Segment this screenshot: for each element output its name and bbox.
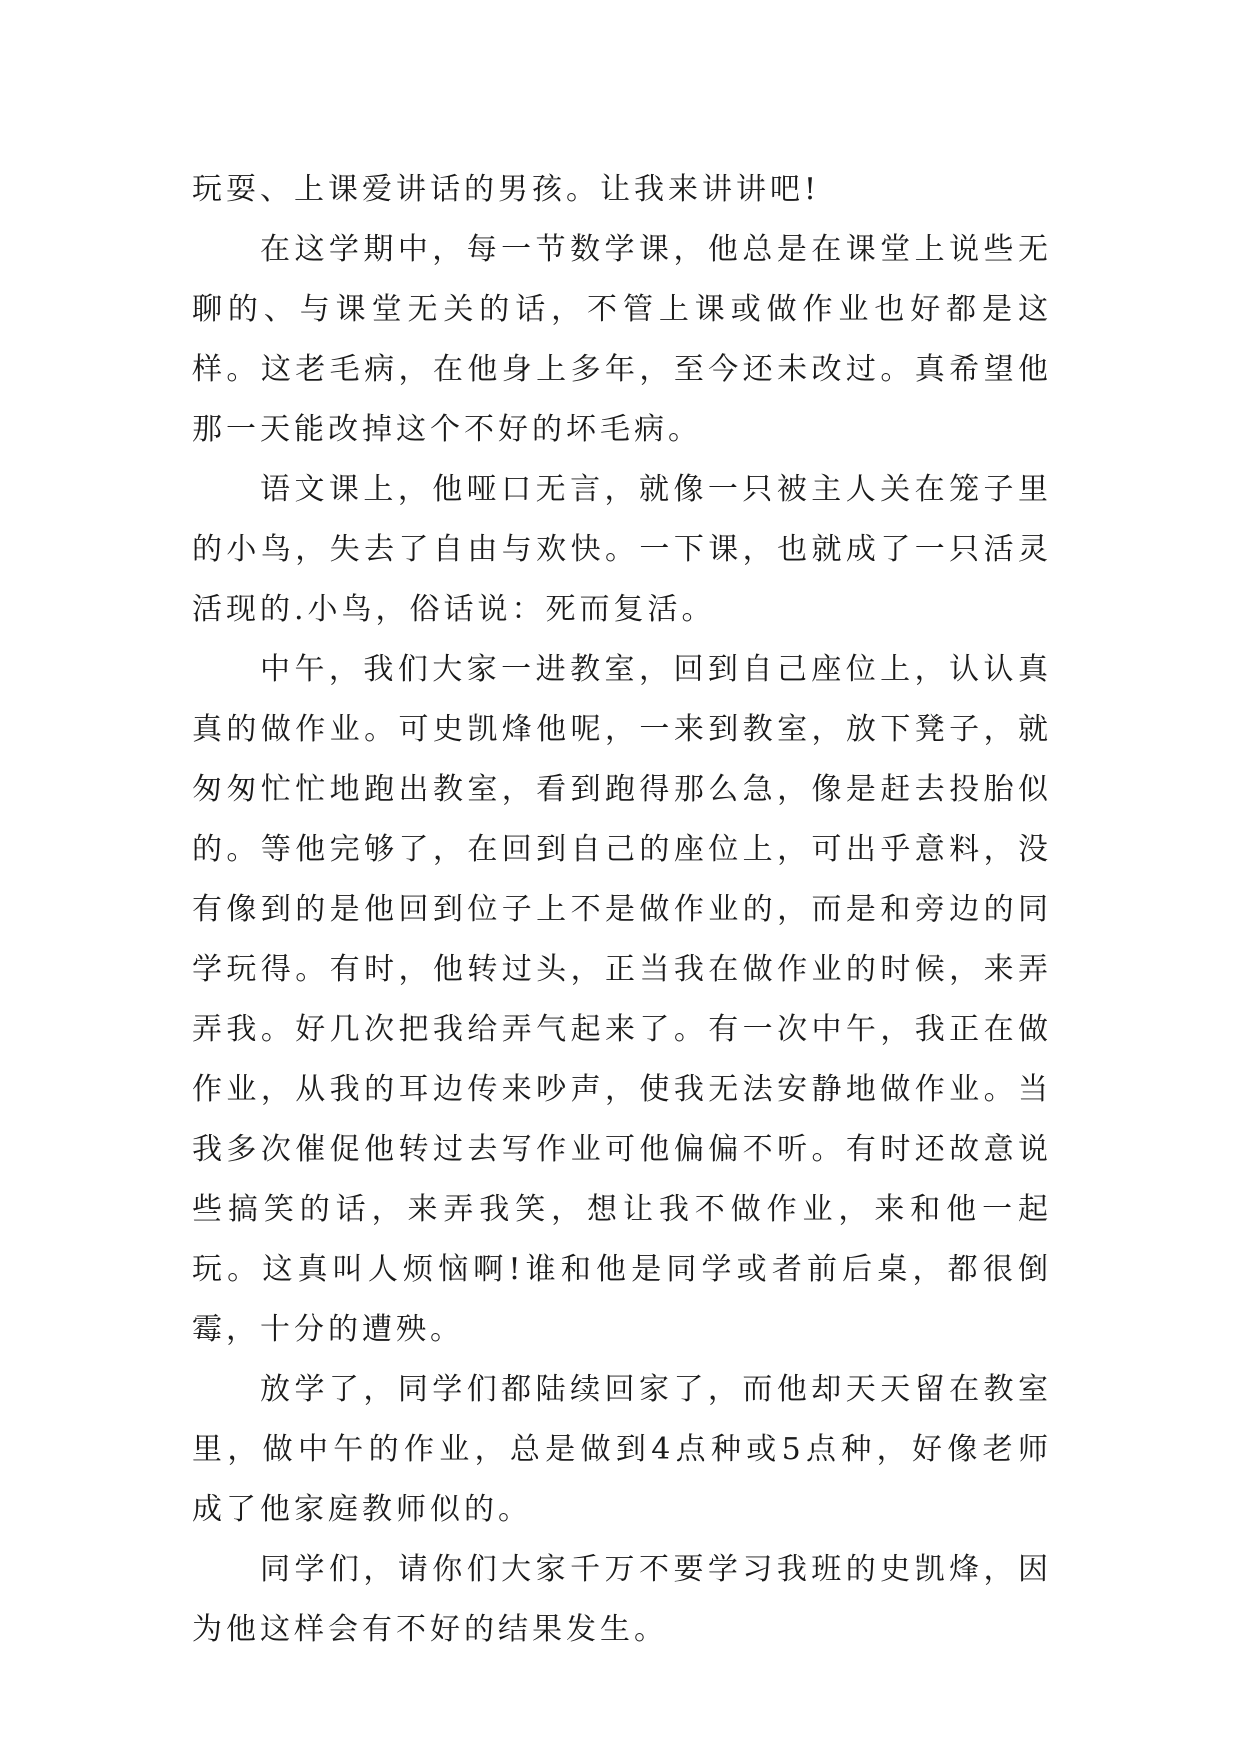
paragraph-continuation: 玩耍、上课爱讲话的男孩。让我来讲讲吧!	[192, 172, 821, 207]
paragraph-chinese-class: 语文课上，他哑口无言，就像一只被主人关在笼子里的小鸟，失去了自由与欢快。一下课，也就成了一只活灵活现的.小鸟，俗话说：死而复活。	[192, 472, 1052, 627]
paragraph-math-class: 在这学期中，每一节数学课，他总是在课堂上说些无聊的、与课堂无关的话，不管上课或做作业也好都是这样。这老毛病，在他身上多年，至今还未改过。真希望他那一天能改掉这个不好的坏毛病。	[192, 232, 1052, 447]
essay-body	[192, 160, 1052, 1660]
paragraph-conclusion: 同学们，请你们大家千万不要学习我班的史凯烽，因为他这样会有不好的结果发生。	[192, 1552, 1052, 1647]
paragraph-after-school: 放学了，同学们都陆续回家了，而他却天天留在教室里，做中午的作业，总是做到4点种或5点种，好像老师成了他家庭教师似的。	[192, 1372, 1052, 1527]
paragraph-noon: 中午，我们大家一进教室，回到自己座位上，认认真真的做作业。可史凯烽他呢，一来到教室，放下凳子，就匆匆忙忙地跑出教室，看到跑得那么急，像是赶去投胎似的。等他完够了，在回到自己的座位上，可出乎意料，没有像到的是他回到位子上不是做作业的，而是和旁边的同学玩得。有时，他转过头，正当我在做作业的时候，来弄弄我。好几次把我给弄气起来了。有一次中午，我正在做作业，从我的耳边传来吵声，使我无法安静地做作业。当我多次催促他转过去写作业可他偏偏不听。有时还故意说些搞笑的话，来弄我笑，想让我不做作业，来和他一起玩。这真叫人烦恼啊!谁和他是同学或者前后桌，都很倒霉，十分的遭殃。	[192, 652, 1052, 1347]
